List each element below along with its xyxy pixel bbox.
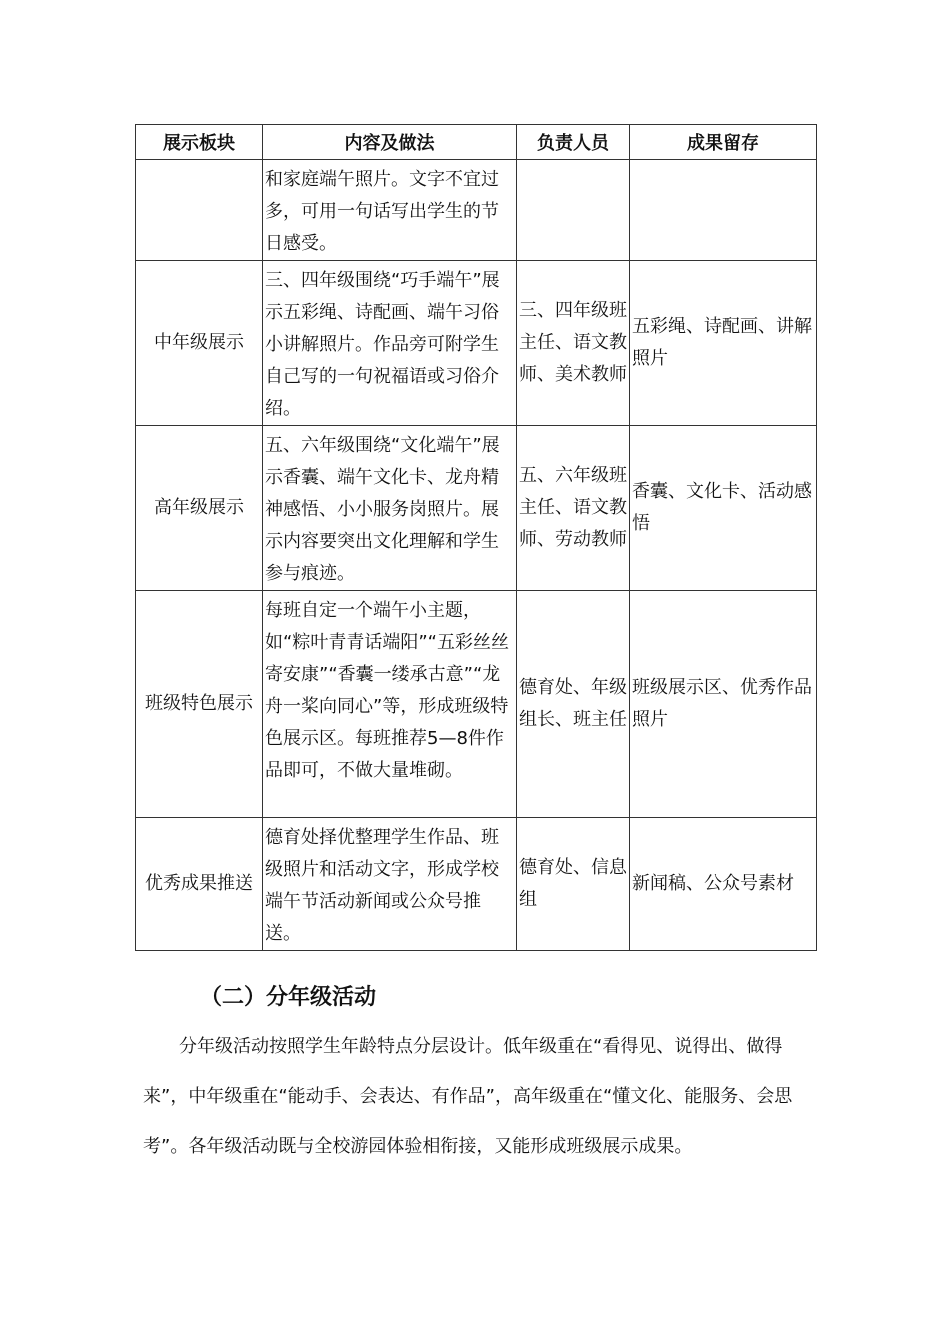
cell-content: 德育处择优整理学生作品、班级照片和活动文字，形成学校端午节活动新闻或公众号推送。 [263,818,517,951]
cell-result: 五彩绳、诗配画、讲解照片 [630,261,817,426]
section-paragraph: 分年级活动按照学生年龄特点分层设计。低年级重在“看得见、说得出、做得来”，中年级重在“能动手、会表达、有作品”，高年级重在“懂文化、能服务、会思考”。各年级活动既与全校游园体验相衔接，又能形成班级展示成果。 [143,1036,793,1157]
table-row [136,160,817,261]
cell-block: 高年级展示 [136,426,263,591]
header-people: 负责人员 [517,125,630,160]
header-content: 内容及做法 [263,125,517,160]
table-row [136,426,817,591]
table-row [136,591,817,818]
cell-block: 中年级展示 [136,261,263,426]
cell-block: 优秀成果推送 [136,818,263,951]
activity-plan-table [135,124,817,951]
cell-result: 香囊、文化卡、活动感悟 [630,426,817,591]
cell-content: 和家庭端午照片。文字不宜过多，可用一句话写出学生的节日感受。 [263,160,517,261]
cell-people [517,160,630,261]
table-row [136,261,817,426]
section-heading: （二）分年级活动 [200,985,377,1010]
table-row [136,818,817,951]
cell-block [136,160,263,261]
cell-result: 班级展示区、优秀作品照片 [630,591,817,818]
cell-content: 每班自定一个端午小主题，如“粽叶青青话端阳”“五彩丝丝寄安康”“香囊一缕承古意”“龙舟一桨向同心”等，形成班级特色展示区。每班推荐5—8件作品即可，不做大量堆砌。 [263,591,517,818]
cell-people: 德育处、信息组 [517,818,630,951]
header-block: 展示板块 [136,125,263,160]
cell-block: 班级特色展示 [136,591,263,818]
cell-content: 三、四年级围绕“巧手端午”展示五彩绳、诗配画、端午习俗小讲解照片。作品旁可附学生自己写的一句祝福语或习俗介绍。 [263,261,517,426]
cell-people: 五、六年级班主任、语文教师、劳动教师 [517,426,630,591]
cell-people: 三、四年级班主任、语文教师、美术教师 [517,261,630,426]
cell-content: 五、六年级围绕“文化端午”展示香囊、端午文化卡、龙舟精神感悟、小小服务岗照片。展示内容要突出文化理解和学生参与痕迹。 [263,426,517,591]
cell-result [630,160,817,261]
cell-people: 德育处、年级组长、班主任 [517,591,630,818]
table-header-row [136,125,817,160]
header-result: 成果留存 [630,125,817,160]
cell-result: 新闻稿、公众号素材 [630,818,817,951]
